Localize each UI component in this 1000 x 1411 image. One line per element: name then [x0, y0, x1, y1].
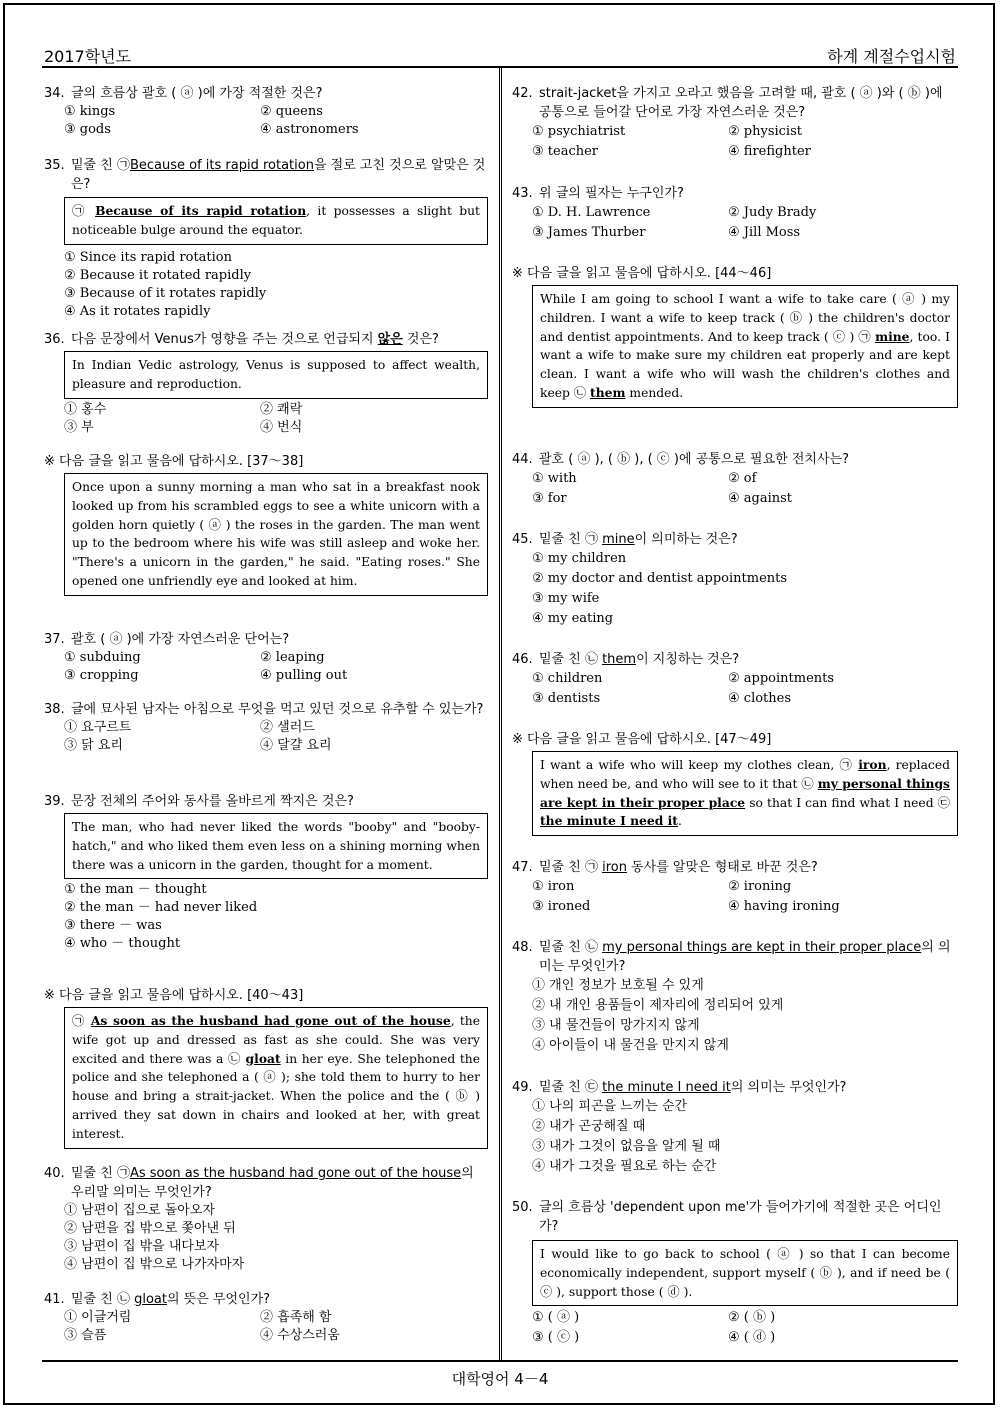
- question-46: [512, 650, 958, 709]
- instruction: ※ 다음 글을 읽고 물음에 답하시오. [37～38]: [44, 454, 304, 469]
- option-2[interactable]: ② Because it rotated rapidly: [64, 267, 252, 283]
- option-2[interactable]: ② Judy Brady: [728, 205, 817, 220]
- option-3[interactable]: ③ 슬픔: [64, 1328, 107, 1343]
- option-1[interactable]: ① 홍수: [64, 401, 107, 417]
- question-text: 밑줄 친 ㉡: [539, 652, 603, 667]
- question-number: 42.: [512, 86, 533, 101]
- option-1[interactable]: ① Since its rapid rotation: [64, 249, 233, 265]
- underlined-phrase: As soon as the husband had gone out of the house: [129, 1166, 462, 1181]
- option-4[interactable]: ④ astronomers: [260, 122, 359, 137]
- option-1[interactable]: ① psychiatrist: [532, 124, 626, 139]
- question-number: 49.: [512, 1080, 533, 1095]
- marker: ㉢: [937, 795, 950, 810]
- question-number: 45.: [512, 532, 533, 547]
- option-2[interactable]: ② ( ⓑ ): [728, 1310, 776, 1326]
- question-text: 밑줄 친 ㉠: [71, 1166, 130, 1181]
- question-number: 38.: [44, 702, 65, 717]
- option-4[interactable]: ④ having ironing: [728, 899, 840, 914]
- question-35: [44, 156, 488, 321]
- option-2[interactable]: ② my doctor and dentist appointments: [532, 571, 788, 586]
- marker: ㉠: [72, 204, 88, 218]
- question-text: 괄호 ( ⓐ ), ( ⓑ ), ( ⓒ )에 공통으로 필요한 전치사는?: [539, 452, 849, 467]
- option-1[interactable]: ① 요구르트: [64, 720, 132, 735]
- instruction: ※ 다음 글을 읽고 물음에 답하시오. [40～43]: [44, 988, 304, 1003]
- option-3[interactable]: ③ cropping: [64, 668, 139, 683]
- question-text: 의 뜻은 무엇인가?: [166, 1292, 271, 1307]
- question-39: [44, 792, 488, 953]
- sentence-box: In Indian Vedic astrology, Venus is supposed to affect wealth, pleasure and reproduction.: [64, 351, 488, 399]
- emphasis-word: 않은: [377, 332, 403, 347]
- question-text: 이 의미하는 것은?: [634, 532, 738, 547]
- option-3[interactable]: ③ 닭 요리: [64, 738, 123, 753]
- underlined-phrase: the minute I need it: [602, 1080, 731, 1095]
- question-text: 글의 흐름상 'dependent upon me'가 들어가기에 적절한 곳은 어디인가?: [539, 1200, 942, 1234]
- option-4[interactable]: ④ pulling out: [260, 668, 348, 683]
- underlined-phrase: gloat: [245, 1050, 281, 1066]
- option-1[interactable]: ① ( ⓐ ): [532, 1310, 580, 1326]
- marker: ㉠: [858, 329, 871, 344]
- options: [532, 976, 958, 1056]
- question-47: [512, 858, 958, 917]
- question-number: 46.: [512, 652, 533, 667]
- option-3[interactable]: ③ 남편이 집 밖을 내다보자: [64, 1239, 220, 1254]
- option-4[interactable]: ④ 아이들이 내 물건을 만지지 않게: [532, 1038, 729, 1053]
- question-number: 41.: [44, 1292, 65, 1307]
- option-2[interactable]: ② 내가 곤궁해질 때: [532, 1119, 646, 1134]
- question-text: 다음 문장에서 Venus가 영향을 주는 것으로 언급되지: [71, 332, 378, 347]
- option-4[interactable]: ④ 남편이 집 밖으로 나가자마자: [64, 1257, 245, 1272]
- question-text: 밑줄 친 ㉠: [539, 532, 603, 547]
- question-text: 의 의미는 무엇인가?: [730, 1080, 847, 1095]
- option-1[interactable]: ① the man － thought: [64, 882, 207, 898]
- question-45: [512, 530, 958, 629]
- option-3[interactable]: ③ Because of it rotates rapidly: [64, 285, 267, 301]
- option-4[interactable]: ④ ( ⓓ ): [728, 1330, 776, 1346]
- option-3[interactable]: ③ teacher: [532, 144, 599, 159]
- passage-text: .: [677, 814, 682, 829]
- underlined-phrase: iron: [602, 860, 627, 875]
- option-3[interactable]: ③ 부: [64, 419, 94, 435]
- column-divider: [499, 68, 503, 1362]
- option-4[interactable]: ④ my eating: [532, 611, 614, 626]
- option-1[interactable]: ① iron: [532, 879, 575, 894]
- question-50: [512, 1198, 958, 1348]
- options: [532, 469, 958, 509]
- option-3[interactable]: ③ dentists: [532, 691, 601, 706]
- question-text: 위 글의 필자는 누구인가?: [539, 186, 684, 201]
- question-number: 40.: [44, 1166, 65, 1181]
- option-1[interactable]: ① subduing: [64, 650, 141, 665]
- options: [532, 1097, 958, 1177]
- option-2[interactable]: ② 남편을 집 밖으로 쫓아낸 뒤: [64, 1221, 236, 1236]
- options: [532, 122, 958, 162]
- question-text: 괄호 ( ⓐ )에 가장 자연스러운 단어는?: [71, 632, 290, 647]
- question-text: 이 지칭하는 것은?: [636, 652, 740, 667]
- options: [64, 401, 488, 437]
- question-text: 밑줄 친 ㉠: [71, 158, 130, 173]
- option-2[interactable]: ② leaping: [260, 650, 325, 665]
- option-2[interactable]: ② appointments: [728, 671, 835, 686]
- underlined-phrase: my personal things are kept in their proper place: [602, 940, 922, 955]
- question-number: 34.: [44, 86, 65, 101]
- option-2[interactable]: ② 쾌락: [260, 401, 303, 417]
- option-4[interactable]: ④ clothes: [728, 691, 792, 706]
- passage-text: , the wife got up and dressed as fast as she could. She was very excited and there was a: [72, 1014, 480, 1066]
- passage-37-38: [44, 452, 488, 598]
- passage-text: I want a wife who will keep my clothes clean,: [540, 758, 840, 772]
- option-1[interactable]: ① with: [532, 471, 577, 486]
- options: [64, 649, 488, 685]
- question-43: [512, 184, 958, 243]
- underlined-phrase: mine: [875, 328, 910, 344]
- question-41: [44, 1290, 488, 1345]
- question-text: strait-jacket을 가지고 오라고 했음을 고려할 때, 괄호 ( ⓐ )와 ( ⓑ )에 공통으로 들어갈 단어로 가장 자연스러운 것은?: [539, 86, 943, 120]
- option-3[interactable]: ③ gods: [64, 122, 111, 137]
- option-4[interactable]: ④ As it rotates rapidly: [64, 303, 211, 319]
- options: [64, 103, 488, 139]
- sentence-box: I would like to go back to school ( ⓐ ) so that I can become economically independent, support myself ( ⓑ ), and if need be ( ⓒ ), support those ( ⓓ ).: [532, 1240, 958, 1306]
- marker: ㉠: [839, 758, 854, 772]
- question-40: [44, 1164, 488, 1274]
- underlined-phrase: Because of its rapid rotation: [95, 203, 307, 218]
- question-number: 37.: [44, 632, 65, 647]
- option-4[interactable]: ④ 내가 그것을 필요로 하는 순간: [532, 1159, 717, 1174]
- option-3[interactable]: ③ 내 물건들이 망가지지 않게: [532, 1018, 700, 1033]
- option-1[interactable]: ① D. H. Lawrence: [532, 205, 651, 220]
- passage-44-46: [512, 264, 958, 410]
- question-49: [512, 1078, 958, 1177]
- passage-text: , replaced when need be, and who will see to it that: [540, 758, 950, 791]
- option-2[interactable]: ② ironing: [728, 879, 792, 894]
- passage-text: in her eye. She telephoned the police and she telephoned a ( ⓐ ); she told them to hurry to her house and bring a strait-jacket. When the police and the ( ⓑ ) arrived they sat down in chairs and looked at her, with great interest.: [72, 1051, 480, 1141]
- question-number: 50.: [512, 1200, 533, 1215]
- underlined-phrase: the minute I need it: [540, 813, 678, 829]
- options: [64, 881, 488, 953]
- question-36: [44, 330, 488, 437]
- question-text: 글에 묘사된 남자는 아침으로 무엇을 먹고 있던 것으로 유추할 수 있는가?: [71, 702, 484, 717]
- options: [64, 1309, 488, 1345]
- option-2[interactable]: ② 내 개인 용품들이 제자리에 정리되어 있게: [532, 998, 784, 1013]
- sentence-box: [64, 197, 488, 245]
- option-4[interactable]: ④ Jill Moss: [728, 225, 801, 240]
- passage-text: mended.: [625, 385, 684, 400]
- underlined-phrase: them: [602, 652, 637, 667]
- underlined-phrase: iron: [858, 757, 887, 772]
- option-3[interactable]: ③ 내가 그것이 없음을 알게 될 때: [532, 1139, 721, 1154]
- question-text: 의 우리말 의미는 무엇인가?: [71, 1166, 474, 1200]
- options: [64, 249, 488, 321]
- reading-passage: [532, 751, 958, 836]
- options: [532, 669, 958, 709]
- question-text: 것은?: [402, 332, 439, 347]
- instruction: ※ 다음 글을 읽고 물음에 답하시오. [44～46]: [512, 266, 772, 281]
- options: [64, 1202, 488, 1274]
- underlined-phrase: As soon as the husband had gone out of the house: [90, 1013, 451, 1028]
- underlined-phrase: gloat: [134, 1292, 167, 1307]
- option-3[interactable]: ③ for: [532, 491, 567, 506]
- option-1[interactable]: ① 개인 정보가 보호될 수 있게: [532, 978, 704, 993]
- option-3[interactable]: ③ there － was: [64, 918, 162, 934]
- sentence-box: The man, who had never liked the words "booby" and "booby-hatch," and who liked them even less on a shining morning when there was a unicorn in the garden, thought for a moment.: [64, 813, 488, 879]
- underlined-phrase: them: [590, 384, 626, 400]
- option-4[interactable]: ④ 수상스러움: [260, 1328, 340, 1343]
- passage-47-49: [512, 730, 958, 838]
- header-exam-title: 하계 계절수업시험: [827, 47, 956, 66]
- question-text: 문장 전체의 주어와 동사를 올바르게 짝지은 것은?: [71, 794, 354, 809]
- passage-text: While I am going to school I want a wife to take care ( ⓐ ) my children. I want a wife to keep track ( ⓑ ) the children's doctor and dentist appointments. And to keep track ( ⓒ ): [540, 292, 950, 344]
- option-4[interactable]: ④ 번식: [260, 419, 303, 435]
- option-1[interactable]: ① children: [532, 671, 603, 686]
- option-1[interactable]: ① my children: [532, 551, 627, 566]
- passage-40-43: [44, 986, 488, 1151]
- options: [64, 719, 488, 755]
- option-3[interactable]: ③ ironed: [532, 899, 591, 914]
- option-2[interactable]: ② 샐러드: [260, 720, 315, 735]
- question-44: [512, 450, 958, 509]
- question-text: 을 절로 고친 것으로 알맞은 것은?: [71, 158, 486, 192]
- marker: ㉡: [573, 385, 587, 400]
- header-year: 2017학년도: [44, 47, 132, 66]
- question-text: 밑줄 친 ㉡: [539, 940, 603, 955]
- question-number: 48.: [512, 940, 533, 955]
- option-2[interactable]: ② 흡족해 함: [260, 1310, 332, 1325]
- question-number: 35.: [44, 158, 65, 173]
- option-2[interactable]: ② queens: [260, 104, 323, 119]
- footer-page: 대학영어 4－4: [451, 1370, 549, 1388]
- question-number: 47.: [512, 860, 533, 875]
- reading-passage: [532, 285, 958, 408]
- question-number: 44.: [512, 452, 533, 467]
- question-38: [44, 700, 488, 755]
- options: [532, 549, 958, 629]
- option-3[interactable]: ③ ( ⓒ ): [532, 1330, 580, 1346]
- question-text: 밑줄 친 ㉠: [539, 860, 603, 875]
- option-4[interactable]: ④ against: [728, 491, 793, 506]
- option-4[interactable]: ④ 달걀 요리: [260, 738, 332, 753]
- question-text: 밑줄 친 ㉢: [539, 1080, 603, 1095]
- question-text: 글의 흐름상 괄호 ( ⓐ )에 가장 적절한 것은?: [71, 86, 323, 101]
- reading-passage: [64, 1007, 488, 1149]
- question-37: [44, 630, 488, 685]
- option-2[interactable]: ② of: [728, 471, 757, 486]
- question-48: [512, 938, 958, 1056]
- question-text: 의 의미는 무엇인가?: [539, 940, 951, 974]
- question-34: [44, 84, 488, 139]
- option-1[interactable]: ① kings: [64, 104, 116, 119]
- footer-rule: [42, 1360, 958, 1362]
- options: [532, 203, 958, 243]
- passage-text: , too. I want a wife to make sure my children eat properly and are kept clean. I want a wife who will wash the children's clothes and keep: [540, 329, 950, 400]
- question-number: 36.: [44, 332, 65, 347]
- option-2[interactable]: ② the man － had never liked: [64, 900, 258, 916]
- question-number: 43.: [512, 186, 533, 201]
- options: [532, 877, 958, 917]
- option-4[interactable]: ④ firefighter: [728, 144, 811, 159]
- options: [532, 1308, 958, 1348]
- passage-text: so that I can find what I need: [745, 795, 938, 810]
- option-3[interactable]: ③ my wife: [532, 591, 600, 606]
- option-4[interactable]: ④ who － thought: [64, 936, 181, 952]
- reading-passage: Once upon a sunny morning a man who sat in a breakfast nook looked up from his scrambled eggs to see a white unicorn with a golden horn quietly ( ⓐ ) the roses in the garden. The man went up to the bedroom where his wife was still asleep and woke her. "There's a unicorn in the garden," he said. "Eating roses." She opened one unfriendly eye and looked at him.: [64, 473, 488, 596]
- option-3[interactable]: ③ James Thurber: [532, 225, 646, 240]
- question-42: [512, 84, 958, 162]
- question-number: 39.: [44, 794, 65, 809]
- option-1[interactable]: ① 나의 피곤을 느끼는 순간: [532, 1099, 688, 1114]
- question-text: 밑줄 친 ㉡: [71, 1292, 135, 1307]
- underlined-phrase: my personal things are kept in their proper place: [540, 775, 950, 810]
- option-1[interactable]: ① 남편이 집으로 돌아오자: [64, 1203, 215, 1218]
- marker: ㉡: [227, 1051, 241, 1066]
- underlined-phrase: mine: [602, 532, 635, 547]
- marker: ㉡: [801, 776, 814, 791]
- instruction: ※ 다음 글을 읽고 물음에 답하시오. [47～49]: [512, 732, 772, 747]
- question-text: 동사를 알맞은 형태로 바꾼 것은?: [626, 860, 818, 875]
- option-2[interactable]: ② physicist: [728, 124, 802, 139]
- marker: ㉠: [72, 1014, 86, 1028]
- sentence-text: , it possesses a slight but noticeable bulge around the equator.: [72, 204, 480, 237]
- underlined-phrase: Because of its rapid rotation: [129, 158, 314, 173]
- option-1[interactable]: ① 이글거림: [64, 1310, 132, 1325]
